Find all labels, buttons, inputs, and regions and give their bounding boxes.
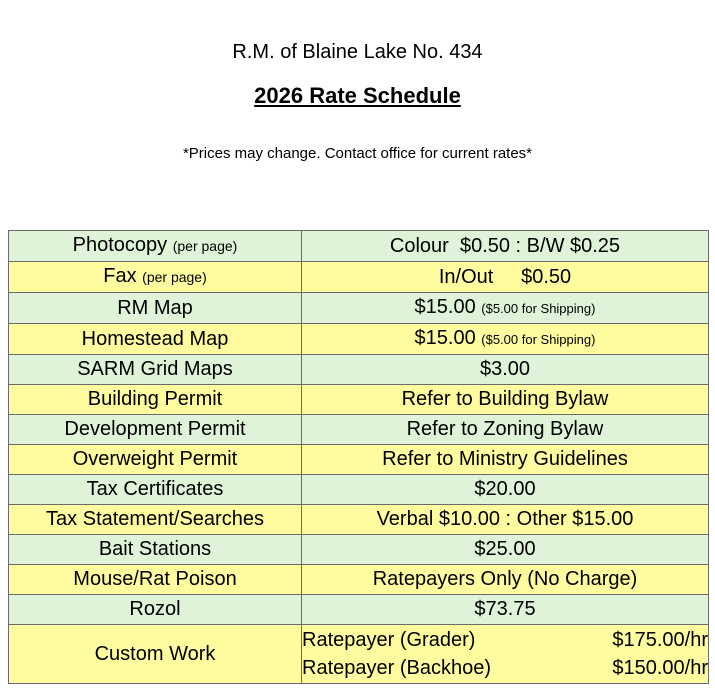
rate-row-rm-map <box>9 293 709 324</box>
item-cell: Homestead Map <box>9 324 302 355</box>
custom-work-label: Ratepayer (Grader) <box>302 629 476 651</box>
item-cell: SARM Grid Maps <box>9 355 302 385</box>
rate-row-rozol <box>9 595 709 625</box>
price-cell: $73.75 <box>302 595 709 625</box>
price-cell: $3.00 <box>302 355 709 385</box>
item-cell <box>9 231 302 262</box>
item-cell: Mouse/Rat Poison <box>9 565 302 595</box>
price-value: $15.00 <box>414 296 476 318</box>
custom-work-rate: $150.00/hr <box>612 657 708 679</box>
item-cell: Tax Statement/Searches <box>9 505 302 535</box>
custom-work-rate: $175.00/hr <box>612 629 708 651</box>
item-cell: Custom Work <box>9 625 302 684</box>
item-cell: Development Permit <box>9 415 302 445</box>
rate-row-sarm-grid-maps <box>9 355 709 385</box>
price-cell: Refer to Building Bylaw <box>302 385 709 415</box>
price-cell: Refer to Ministry Guidelines <box>302 445 709 475</box>
rate-row-homestead-map <box>9 324 709 355</box>
item-note: (per page) <box>142 269 207 285</box>
rate-row-development-permit <box>9 415 709 445</box>
item-label: Fax <box>103 265 137 287</box>
item-cell: Rozol <box>9 595 302 625</box>
rate-row-building-permit <box>9 385 709 415</box>
custom-work-line-backhoe <box>302 654 708 682</box>
price-cell <box>302 293 709 324</box>
item-cell: Overweight Permit <box>9 445 302 475</box>
price-cell: Ratepayers Only (No Charge) <box>302 565 709 595</box>
item-cell: Building Permit <box>9 385 302 415</box>
document-title: R.M. of Blaine Lake No. 434 <box>232 41 483 63</box>
rate-row-mouse-rat-poison <box>9 565 709 595</box>
custom-work-line-grader <box>302 626 708 654</box>
document-subtitle <box>0 83 715 109</box>
price-value: $15.00 <box>414 327 476 349</box>
rate-row-custom-work <box>9 625 709 684</box>
item-cell: RM Map <box>9 293 302 324</box>
rate-row-tax-certificates <box>9 475 709 505</box>
rate-row-photocopy <box>9 231 709 262</box>
price-cell: Verbal $10.00 : Other $15.00 <box>302 505 709 535</box>
rate-row-fax <box>9 262 709 293</box>
item-label: Photocopy <box>72 234 168 256</box>
rate-row-tax-statement <box>9 505 709 535</box>
price-cell <box>302 625 709 684</box>
price-note: ($5.00 for Shipping) <box>481 332 596 347</box>
rate-row-overweight-permit <box>9 445 709 475</box>
rate-row-bait-stations <box>9 535 709 565</box>
price-cell: In/Out $0.50 <box>302 262 709 293</box>
rate-table <box>8 230 709 684</box>
price-note: ($5.00 for Shipping) <box>481 301 596 316</box>
subtitle-text: 2026 Rate Schedule <box>254 83 461 108</box>
custom-work-label: Ratepayer (Backhoe) <box>302 657 491 679</box>
item-cell: Tax Certificates <box>9 475 302 505</box>
price-cell: Colour $0.50 : B/W $0.25 <box>302 231 709 262</box>
price-cell: Refer to Zoning Bylaw <box>302 415 709 445</box>
price-cell: $25.00 <box>302 535 709 565</box>
price-cell <box>302 324 709 355</box>
item-cell <box>9 262 302 293</box>
price-cell: $20.00 <box>302 475 709 505</box>
price-notice: *Prices may change. Contact office for current rates* <box>182 145 533 162</box>
item-note: (per page) <box>172 238 238 254</box>
item-cell: Bait Stations <box>9 535 302 565</box>
